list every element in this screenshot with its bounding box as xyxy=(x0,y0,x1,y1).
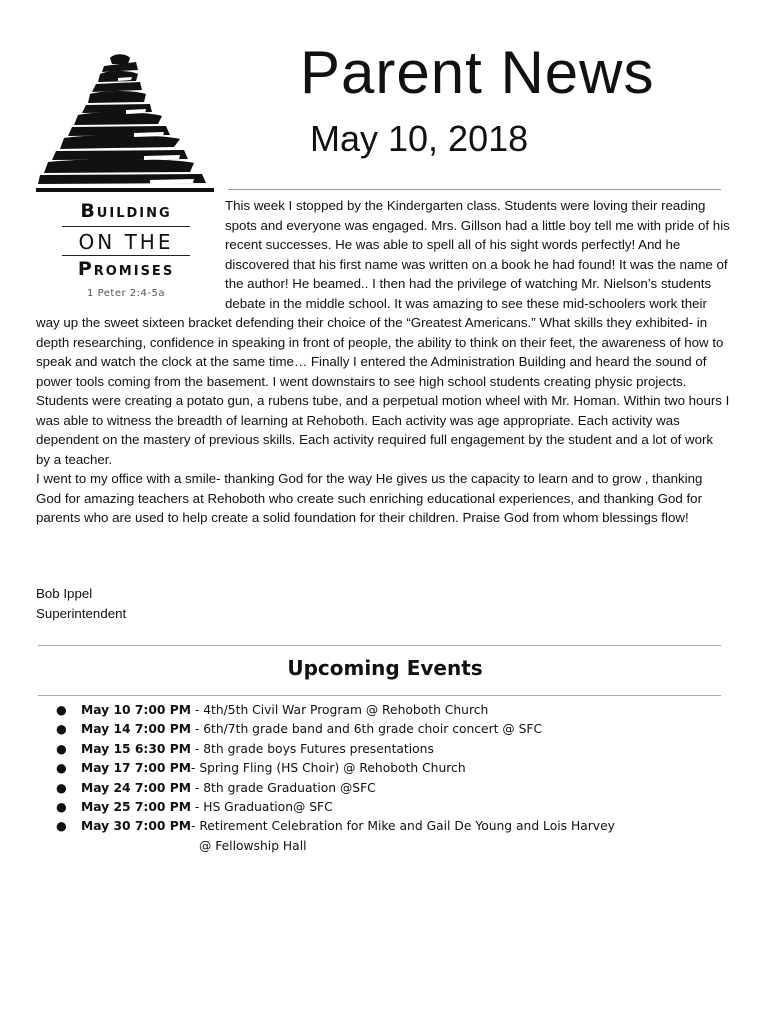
event-item xyxy=(56,759,615,778)
event-description: - HS Graduation@ SFC xyxy=(190,800,333,815)
signature-name: Bob Ippel xyxy=(36,586,93,601)
event-datetime: May 30 7:00 PM xyxy=(81,819,191,834)
page-title: Parent News xyxy=(300,39,655,106)
events-list xyxy=(56,701,615,856)
bullet-icon: ● xyxy=(56,761,67,776)
issue-date: May 10, 2018 xyxy=(310,118,529,159)
logo-word-on-the: ON THE xyxy=(78,230,174,254)
logo-word-building: Building xyxy=(80,200,172,222)
bullet-icon: ● xyxy=(56,703,67,717)
article-paragraph-1: This week I stopped by the Kindergarten class. Students were loving their reading spots and everyone was engaged. Mrs. Gillson had a little boy tell me with pride of his recent successes. He was able to spell all of his sight words perfectly! And he discovered that his first name was written on a book he had found! It was the name of the author! He beamed.. I then had the privilege of watching Mr. Nielson’s students debate in the middle school. It was amazing to see these mid-schoolers work their way up the sweet sixteen bracket defending their choice of the “Greatest Americans.” What skills they exhibited- in depth researching, confidence in speaking in front of people, the ability to think on their feet, the awareness of how to speak and watch the clock at the same time… Finally I entered the Administration Building and heard the sound of power tools coming from the basement. I went downstairs to see high school students creating physic projects. Students were creating a potato gun, a rubens tube, and a perpetual motion wheel with Mr. Homan. Within two hours I was able to witness the breadth of learning at Rehoboth. Each activity was age appropriate. Each activity was dependent on the mastery of previous skills. Each activity required full engagement by the student and a lot of work by a teacher. xyxy=(36,198,730,467)
logo-wrap-spacer xyxy=(36,196,225,313)
header-divider xyxy=(228,189,721,190)
event-description: - 6th/7th grade band and 6th grade choir concert @ SFC xyxy=(190,722,543,737)
logo-verse: 1 Peter 2:4-5a xyxy=(87,288,165,299)
event-item xyxy=(56,798,615,817)
events-divider-bottom xyxy=(38,695,721,696)
event-item xyxy=(56,740,615,759)
event-description: - Spring Fling (HS Choir) @ Rehoboth Church xyxy=(190,761,466,776)
bullet-icon: ● xyxy=(56,722,67,737)
article-paragraph-2: I went to my office with a smile- thanking God for the way He gives us the capacity to learn and to grow , thanking God for amazing teachers at Rehoboth who create such enriching educational experiences, and thanking God for parents who are used to help create a solid foundation for their children. Praise God from whom blessings flow! xyxy=(36,471,703,525)
signature-block xyxy=(36,584,126,623)
event-item xyxy=(56,701,615,720)
event-datetime: May 15 6:30 PM xyxy=(81,741,191,756)
event-description: - 8th grade Graduation @SFC xyxy=(190,780,376,795)
logo-word-promises: Promises xyxy=(77,258,175,280)
event-item xyxy=(56,779,615,798)
event-datetime: May 17 7:00 PM xyxy=(81,761,191,776)
event-datetime: May 10 7:00 PM xyxy=(81,703,191,717)
bullet-icon: ● xyxy=(56,800,67,815)
event-description: - 8th grade boys Futures presentations xyxy=(190,741,434,756)
event-item xyxy=(56,817,615,856)
bullet-icon: ● xyxy=(56,741,67,756)
stacked-stones-tree-icon xyxy=(34,50,218,198)
event-item xyxy=(56,720,615,739)
event-datetime: May 25 7:00 PM xyxy=(81,800,191,815)
event-description: - 4th/5th Civil War Program @ Rehoboth Church xyxy=(190,703,489,717)
events-heading: Upcoming Events xyxy=(287,656,483,680)
event-datetime: May 14 7:00 PM xyxy=(81,722,191,737)
event-description: - Retirement Celebration for Mike and Gail De Young and Lois Harvey xyxy=(190,819,615,834)
event-datetime: May 24 7:00 PM xyxy=(81,780,191,795)
signature-title: Superintendent xyxy=(36,605,127,621)
article-body xyxy=(36,196,730,528)
bullet-icon: ● xyxy=(56,819,67,834)
events-divider-top xyxy=(38,645,721,646)
bullet-icon: ● xyxy=(56,780,67,795)
event-location-continuation: @ Fellowship Hall xyxy=(199,838,307,853)
